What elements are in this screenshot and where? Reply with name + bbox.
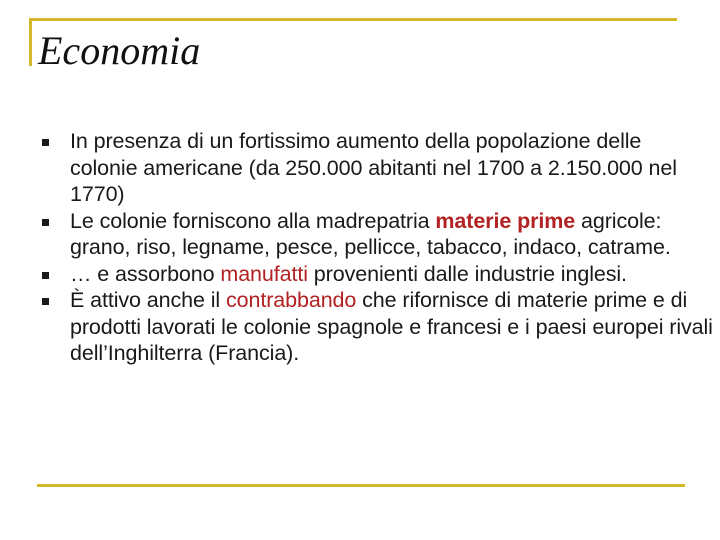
bullet-text-continued: agricole: grano, riso, legname, pesce, pellicce, tabacco, indaco, catrame. xyxy=(70,208,671,259)
title-frame-top-line xyxy=(29,18,677,21)
bullet-square-icon xyxy=(42,139,49,146)
bullet-square-icon xyxy=(42,219,49,226)
bullet-text-continued: provenienti dalle industrie inglesi. xyxy=(307,261,627,286)
slide-title: Economia xyxy=(38,28,201,73)
highlight-materie-prime: materie prime xyxy=(435,208,576,233)
bullet-text: … e assorbono xyxy=(70,261,221,286)
bullet-item-raw-materials xyxy=(42,208,714,261)
bullet-item-manufactured-goods xyxy=(42,261,714,288)
highlight-manufatti: manufatti xyxy=(220,261,308,286)
bullet-item-smuggling xyxy=(42,287,714,367)
highlight-contrabbando: contrabbando xyxy=(225,288,357,312)
bullet-item-population xyxy=(42,128,714,208)
bullet-text-continued: che rifornisce di materie prime e di prodotti lavorati le colonie spagnole e francesi e i paesi europei rivali dell’Inghilterra (Francia). xyxy=(70,288,713,365)
bullet-square-icon xyxy=(42,298,49,305)
title-frame-left-line xyxy=(29,18,32,66)
bottom-divider-line xyxy=(37,484,685,487)
bullet-text: È attivo anche il xyxy=(70,288,226,312)
bullet-square-icon xyxy=(42,272,49,279)
bullet-text: Le colonie forniscono alla madrepatria xyxy=(70,208,436,233)
bullet-text: In presenza di un fortissimo aumento della popolazione delle colonie americane (da 250.000 abitanti nel 1700 a 2.150.000 nel 1770) xyxy=(70,129,677,206)
bullet-list xyxy=(42,128,714,367)
